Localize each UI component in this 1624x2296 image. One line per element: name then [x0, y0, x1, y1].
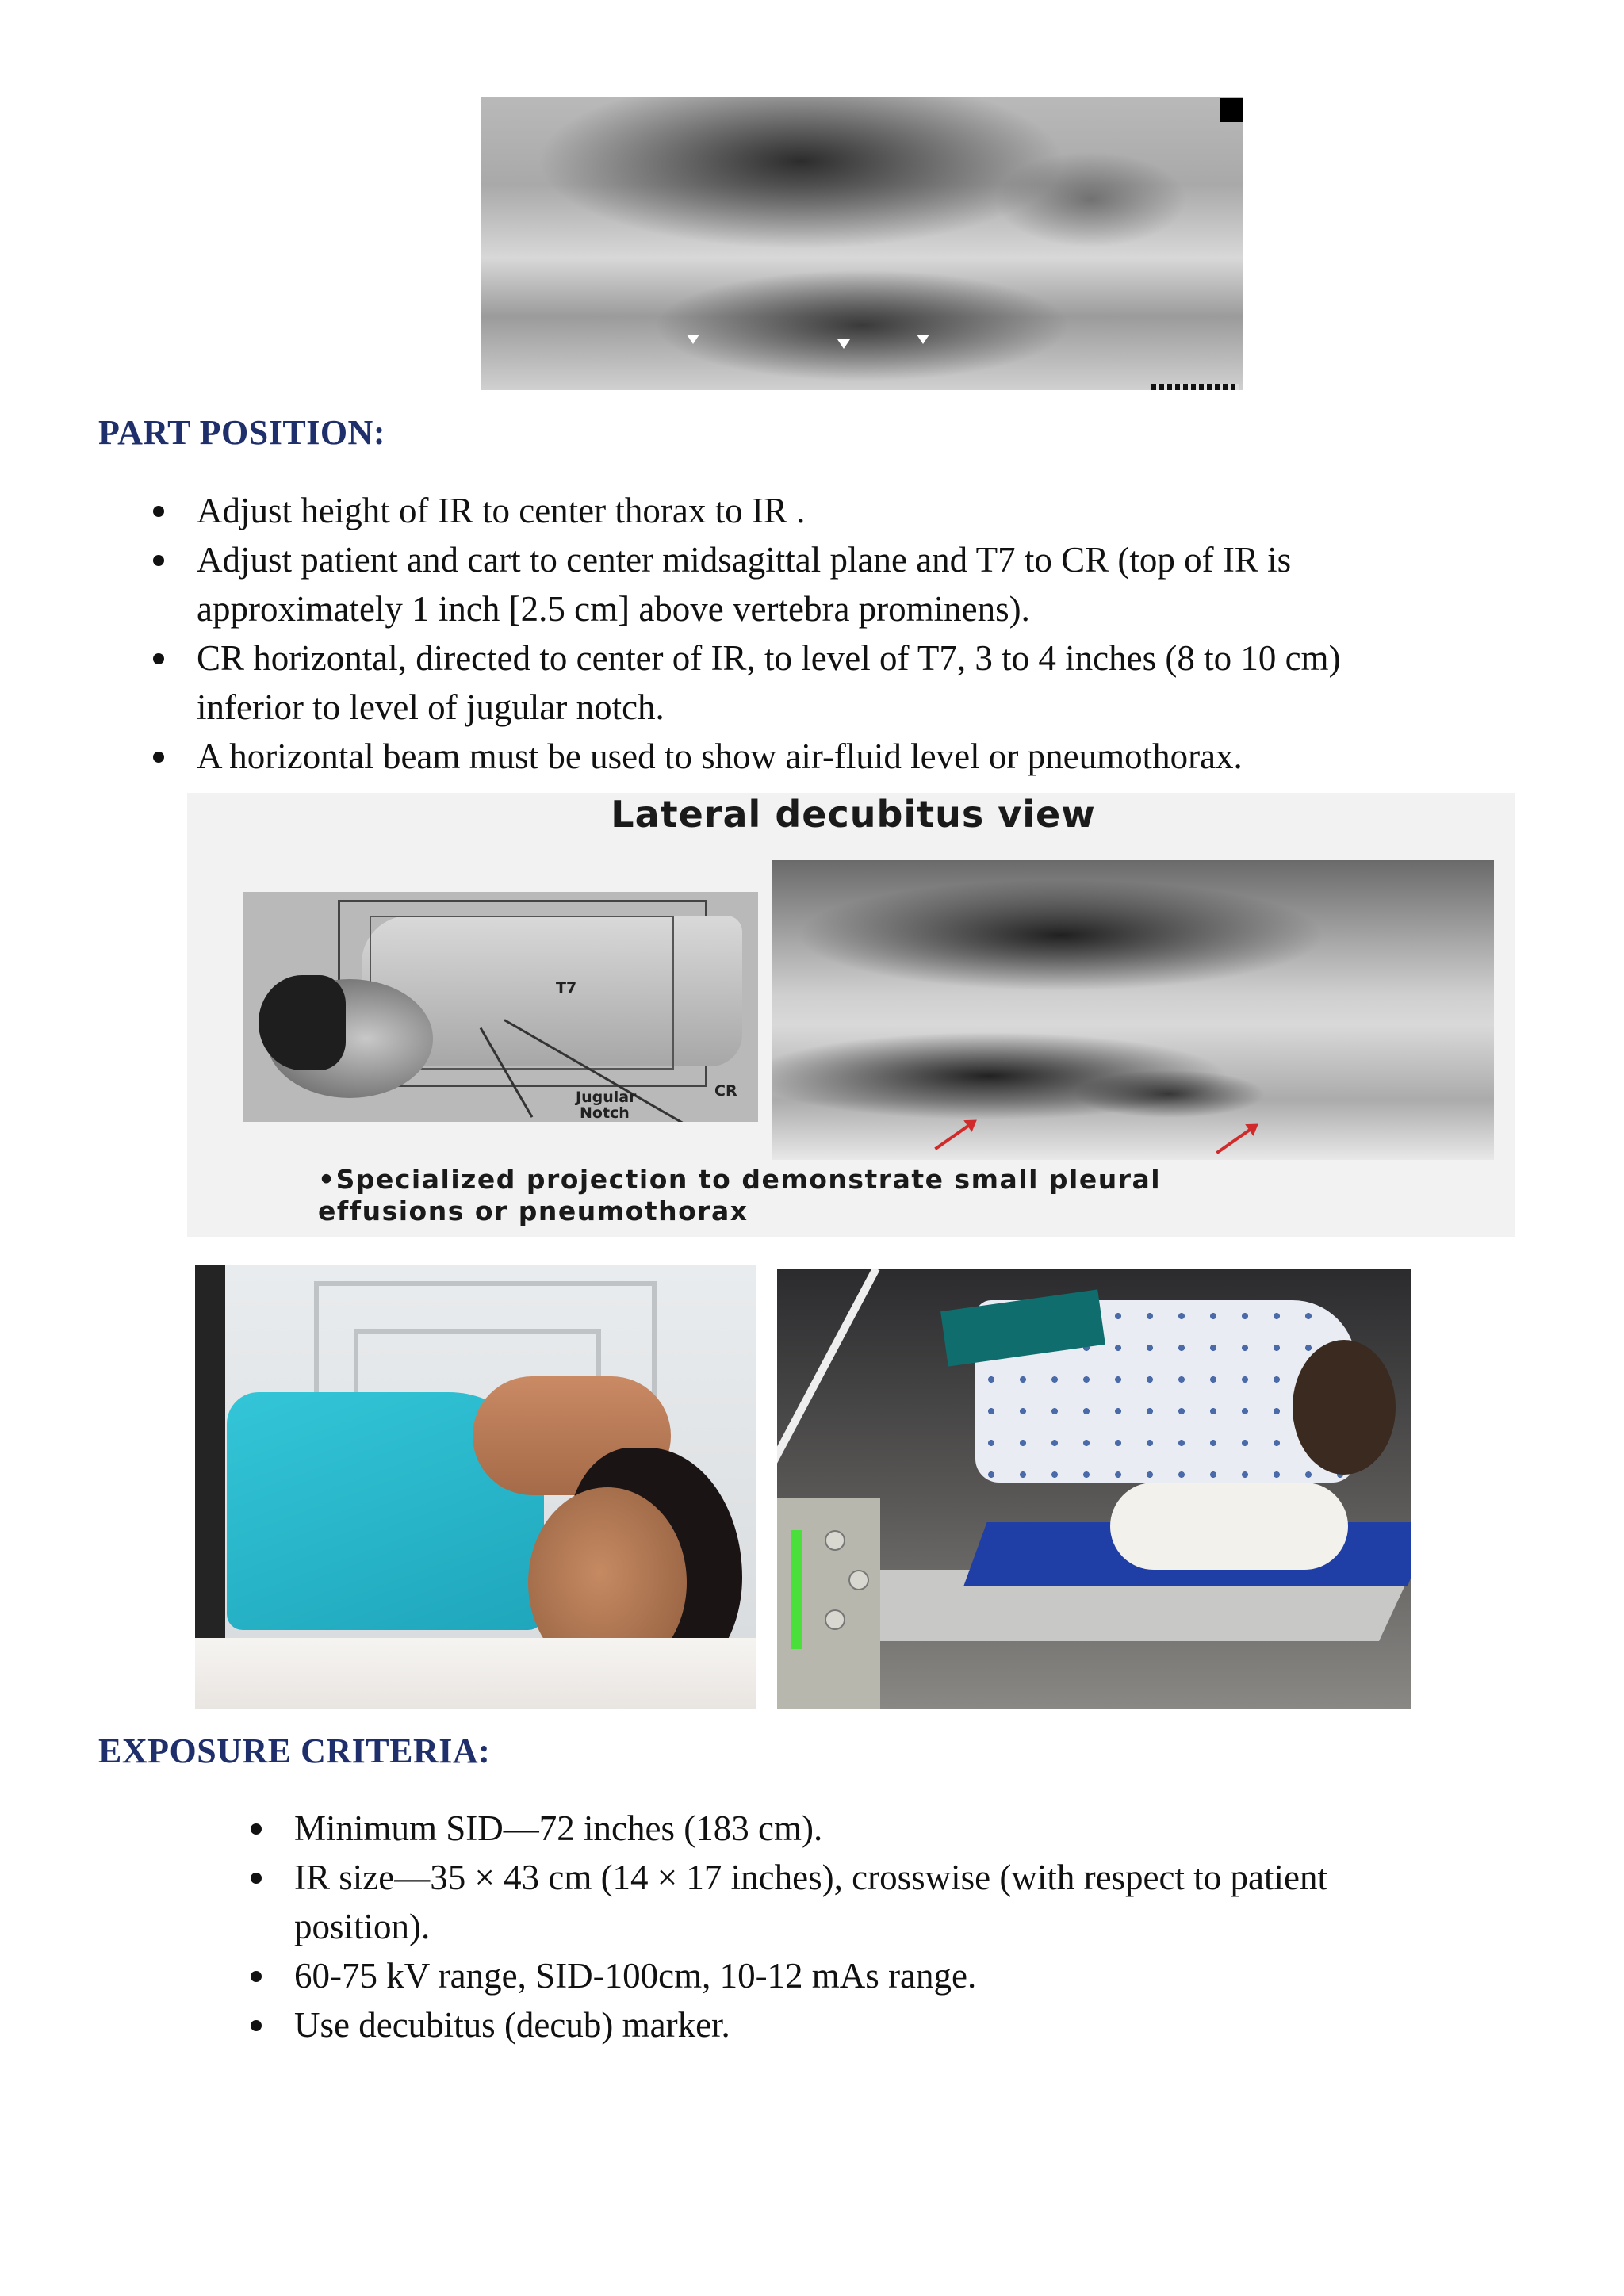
lateral-decubitus-slide — [187, 793, 1515, 1237]
film-marker — [1220, 98, 1243, 122]
list-item-text: 60-75 kV range, SID-100cm, 10-12 mAs range. — [294, 1956, 977, 1996]
arrowhead-marker — [917, 335, 929, 344]
slide-caption-line: effusions or pneumothorax — [318, 1196, 749, 1226]
hair-drawing — [259, 975, 346, 1070]
list-item — [248, 1853, 1533, 1951]
knob-icon — [825, 1530, 845, 1551]
chest-radiograph-decubitus-image — [481, 97, 1243, 390]
exposure-criteria-list — [248, 1804, 1533, 2049]
list-item-text: IR size—35 × 43 cm (14 × 17 inches), crosswise (with respect to patient — [294, 1858, 1327, 1897]
knob-icon — [825, 1609, 845, 1630]
decubitus-radiograph-image — [772, 860, 1494, 1160]
bullet-dot — [153, 752, 164, 763]
part-position-heading: PART POSITION: — [98, 413, 385, 452]
list-item-text-continued: approximately 1 inch [2.5 cm] above vertebra prominens). — [197, 589, 1030, 629]
notch-label: Notch — [580, 1104, 630, 1122]
t7-label: T7 — [556, 979, 577, 997]
film-scale-strip — [1151, 384, 1239, 390]
list-item — [151, 633, 1546, 732]
slide-caption-line: •Specialized projection to demonstrate small pleural — [318, 1164, 1162, 1195]
patient-positioning-drawing — [243, 892, 758, 1122]
cr-label: CR — [714, 1082, 737, 1100]
bullet-dot — [251, 1823, 262, 1835]
list-item — [151, 486, 1546, 535]
arrowhead-marker — [837, 339, 850, 349]
list-item-text: Minimum SID—72 inches (183 cm). — [294, 1808, 823, 1848]
exposure-criteria-heading: EXPOSURE CRITERIA: — [98, 1732, 491, 1770]
list-item — [151, 535, 1546, 633]
bullet-dot — [251, 1873, 262, 1884]
list-item-text: CR horizontal, directed to center of IR, to level of T7, 3 to 4 inches (8 to 10 cm) — [197, 638, 1341, 678]
list-item — [248, 1951, 1533, 2000]
bullet-dot — [153, 555, 164, 566]
arrowhead-marker — [687, 335, 699, 344]
red-arrow-marker — [1216, 1124, 1256, 1154]
green-indicator-bar — [791, 1530, 802, 1649]
knob-icon — [848, 1570, 869, 1590]
list-item-text: A horizontal beam must be used to show air-fluid level or pneumothorax. — [197, 737, 1243, 776]
patient-on-cart-photo — [777, 1269, 1411, 1709]
list-item-text-continued: position). — [294, 1907, 431, 1946]
patient-lateral-decubitus-photo — [195, 1265, 756, 1709]
slide-title: Lateral decubitus view — [611, 793, 1096, 836]
pillow — [195, 1638, 756, 1709]
bullet-dot — [251, 2020, 262, 2031]
bullet-dot — [153, 653, 164, 664]
list-item-text: Use decubitus (decub) marker. — [294, 2005, 730, 2045]
list-item — [248, 2000, 1533, 2049]
bullet-dot — [251, 1971, 262, 1982]
part-position-list — [151, 486, 1546, 781]
list-item-text: Adjust patient and cart to center midsagittal plane and T7 to CR (top of IR is — [197, 540, 1292, 580]
list-item-text: Adjust height of IR to center thorax to IR . — [197, 491, 806, 530]
slide-caption — [318, 1164, 1444, 1227]
pillow — [1110, 1483, 1348, 1570]
bullet-dot — [153, 506, 164, 517]
patient-hair — [1293, 1340, 1396, 1475]
list-item-text-continued: inferior to level of jugular notch. — [197, 687, 665, 727]
list-item — [151, 732, 1546, 781]
red-arrow-marker — [934, 1120, 975, 1150]
list-item — [248, 1804, 1533, 1853]
jugular-label: Jugular — [576, 1089, 637, 1106]
